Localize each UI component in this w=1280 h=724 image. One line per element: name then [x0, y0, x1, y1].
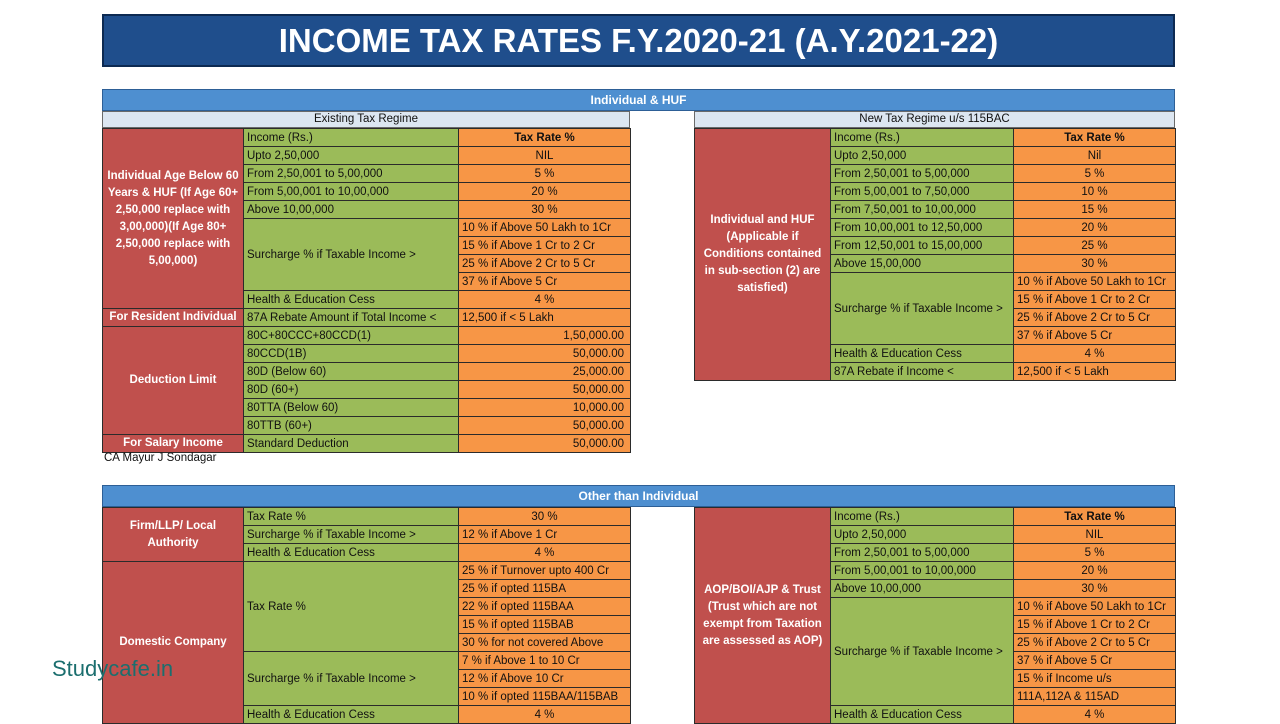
rate-header: Tax Rate % — [459, 129, 631, 147]
cess-label: Health & Education Cess — [831, 706, 1014, 724]
company-rate-value: 25 % if opted 115BA — [459, 580, 631, 598]
slab-rate: 15 % — [1014, 201, 1176, 219]
surcharge-value: 111A,112A & 115AD — [1014, 688, 1176, 706]
company-rate-value: 30 % for not covered Above — [459, 634, 631, 652]
rebate-value: 12,500 if < 5 Lakh — [459, 309, 631, 327]
section-header-other: Other than Individual — [102, 485, 1175, 507]
table-row — [695, 129, 1176, 147]
surcharge-label: Surcharge % if Taxable Income > — [831, 273, 1014, 345]
surcharge-label: Surcharge % if Taxable Income > — [831, 598, 1014, 706]
slab-rate: Nil — [1014, 147, 1176, 165]
table-row — [695, 508, 1176, 526]
firm-cess-value: 4 % — [459, 544, 631, 562]
table-row — [103, 327, 631, 345]
slab-rate: 25 % — [1014, 237, 1176, 255]
company-rate-label: Tax Rate % — [244, 562, 459, 652]
deduction-amount: 1,50,000.00 — [459, 327, 631, 345]
rate-header: Tax Rate % — [1014, 129, 1176, 147]
income-header: Income (Rs.) — [244, 129, 459, 147]
deduction-amount: 25,000.00 — [459, 363, 631, 381]
existing-regime-header: Existing Tax Regime — [102, 111, 630, 128]
cess-value: 4 % — [1014, 345, 1176, 363]
company-surcharge-value: 10 % if opted 115BAA/115BAB — [459, 688, 631, 706]
surcharge-value: 10 % if Above 50 Lakh to 1Cr — [1014, 598, 1176, 616]
salary-label: For Salary Income — [103, 435, 244, 453]
slab-income: Upto 2,50,000 — [831, 526, 1014, 544]
rate-header: Tax Rate % — [1014, 508, 1176, 526]
company-surcharge-value: 12 % if Above 10 Cr — [459, 670, 631, 688]
slab-income: From 12,50,001 to 15,00,000 — [831, 237, 1014, 255]
surcharge-value: 10 % if Above 50 Lakh to 1Cr — [1014, 273, 1176, 291]
slab-rate: 5 % — [1014, 544, 1176, 562]
slab-income: From 7,50,001 to 10,00,000 — [831, 201, 1014, 219]
surcharge-value: 37 % if Above 5 Cr — [1014, 327, 1176, 345]
slab-rate: 30 % — [459, 201, 631, 219]
table-row — [103, 508, 631, 526]
rebate-value: 12,500 if < 5 Lakh — [1014, 363, 1176, 381]
company-rate-value: 25 % if Turnover upto 400 Cr — [459, 562, 631, 580]
page-title: INCOME TAX RATES F.Y.2020-21 (A.Y.2021-22) — [102, 14, 1175, 67]
deduction-section: 80D (60+) — [244, 381, 459, 399]
slab-income: From 2,50,001 to 5,00,000 — [831, 165, 1014, 183]
watermark: Studycafe.in — [52, 656, 174, 681]
firm-rate-label: Tax Rate % — [244, 508, 459, 526]
firm-company-table — [102, 507, 631, 724]
firm-cess-label: Health & Education Cess — [244, 544, 459, 562]
deduction-section: 80CCD(1B) — [244, 345, 459, 363]
surcharge-value: 25 % if Above 2 Cr to 5 Cr — [459, 255, 631, 273]
author-credit: CA Mayur J Sondagar — [104, 452, 217, 464]
slab-income: From 2,50,001 to 5,00,000 — [831, 544, 1014, 562]
deduction-section: 80C+80CCC+80CCD(1) — [244, 327, 459, 345]
category-cell: Individual Age Below 60 Years & HUF (If Age 60+ 2,50,000 replace with 3,00,000)(If Age 80+ 2,50,000 replace with 5,00,000) — [103, 129, 244, 309]
slab-income: From 5,00,001 to 7,50,000 — [831, 183, 1014, 201]
slab-rate: 5 % — [1014, 165, 1176, 183]
slab-rate: 20 % — [1014, 562, 1176, 580]
slab-income: Above 10,00,000 — [244, 201, 459, 219]
income-header: Income (Rs.) — [831, 129, 1014, 147]
deduction-amount: 50,000.00 — [459, 381, 631, 399]
table-row — [103, 309, 631, 327]
cess-label: Health & Education Cess — [831, 345, 1014, 363]
cess-value: 4 % — [1014, 706, 1176, 724]
slab-rate: 20 % — [1014, 219, 1176, 237]
surcharge-value: 15 % if Income u/s — [1014, 670, 1176, 688]
slab-rate: 30 % — [1014, 580, 1176, 598]
surcharge-value: 37 % if Above 5 Cr — [459, 273, 631, 291]
slab-income: Upto 2,50,000 — [831, 147, 1014, 165]
company-rate-value: 22 % if opted 115BAA — [459, 598, 631, 616]
std-deduction-label: Standard Deduction — [244, 435, 459, 453]
slab-income: From 5,00,001 to 10,00,000 — [244, 183, 459, 201]
surcharge-value: 37 % if Above 5 Cr — [1014, 652, 1176, 670]
deduction-section: 80D (Below 60) — [244, 363, 459, 381]
surcharge-value: 15 % if Above 1 Cr to 2 Cr — [1014, 616, 1176, 634]
surcharge-label: Surcharge % if Taxable Income > — [244, 219, 459, 291]
company-rate-value: 15 % if opted 115BAB — [459, 616, 631, 634]
slab-income: From 2,50,001 to 5,00,000 — [244, 165, 459, 183]
table-row — [103, 129, 631, 147]
company-surcharge-label: Surcharge % if Taxable Income > — [244, 652, 459, 706]
resident-label: For Resident Individual — [103, 309, 244, 327]
slab-income: From 5,00,001 to 10,00,000 — [831, 562, 1014, 580]
slab-income: Above 10,00,000 — [831, 580, 1014, 598]
table-row — [103, 562, 631, 580]
deduction-label: Deduction Limit — [103, 327, 244, 435]
new-regime-header: New Tax Regime u/s 115BAC — [694, 111, 1175, 128]
cess-label: Health & Education Cess — [244, 291, 459, 309]
slab-income: From 10,00,001 to 12,50,000 — [831, 219, 1014, 237]
company-surcharge-value: 7 % if Above 1 to 10 Cr — [459, 652, 631, 670]
slab-rate: NIL — [1014, 526, 1176, 544]
slab-rate: 5 % — [459, 165, 631, 183]
surcharge-value: 15 % if Above 1 Cr to 2 Cr — [459, 237, 631, 255]
slab-income: Upto 2,50,000 — [244, 147, 459, 165]
company-category: Domestic Company — [103, 562, 244, 724]
company-cess-value: 4 % — [459, 706, 631, 724]
firm-rate-value: 30 % — [459, 508, 631, 526]
std-deduction-value: 50,000.00 — [459, 435, 631, 453]
company-cess-label: Health & Education Cess — [244, 706, 459, 724]
firm-surcharge-label: Surcharge % if Taxable Income > — [244, 526, 459, 544]
category-cell: Individual and HUF (Applicable if Conditions contained in sub-section (2) are satisfied) — [695, 129, 831, 381]
section-header-individual: Individual & HUF — [102, 89, 1175, 111]
cess-value: 4 % — [459, 291, 631, 309]
surcharge-value: 25 % if Above 2 Cr to 5 Cr — [1014, 634, 1176, 652]
deduction-section: 80TTB (60+) — [244, 417, 459, 435]
aop-table — [694, 507, 1176, 724]
deduction-amount: 50,000.00 — [459, 345, 631, 363]
slab-rate: 30 % — [1014, 255, 1176, 273]
surcharge-value: 15 % if Above 1 Cr to 2 Cr — [1014, 291, 1176, 309]
firm-surcharge-value: 12 % if Above 1 Cr — [459, 526, 631, 544]
aop-category: AOP/BOI/AJP & Trust (Trust which are not exempt from Taxation are assessed as AOP) — [695, 508, 831, 724]
firm-category: Firm/LLP/ Local Authority — [103, 508, 244, 562]
slab-income: Above 15,00,000 — [831, 255, 1014, 273]
deduction-amount: 50,000.00 — [459, 417, 631, 435]
deduction-section: 80TTA (Below 60) — [244, 399, 459, 417]
slab-rate: 10 % — [1014, 183, 1176, 201]
rebate-label: 87A Rebate if Income < — [831, 363, 1014, 381]
new-regime-table — [694, 128, 1176, 381]
surcharge-value: 25 % if Above 2 Cr to 5 Cr — [1014, 309, 1176, 327]
deduction-amount: 10,000.00 — [459, 399, 631, 417]
rebate-label: 87A Rebate Amount if Total Income < — [244, 309, 459, 327]
income-header: Income (Rs.) — [831, 508, 1014, 526]
surcharge-value: 10 % if Above 50 Lakh to 1Cr — [459, 219, 631, 237]
existing-regime-table — [102, 128, 631, 453]
slab-rate: 20 % — [459, 183, 631, 201]
table-row — [103, 435, 631, 453]
slab-rate: NIL — [459, 147, 631, 165]
